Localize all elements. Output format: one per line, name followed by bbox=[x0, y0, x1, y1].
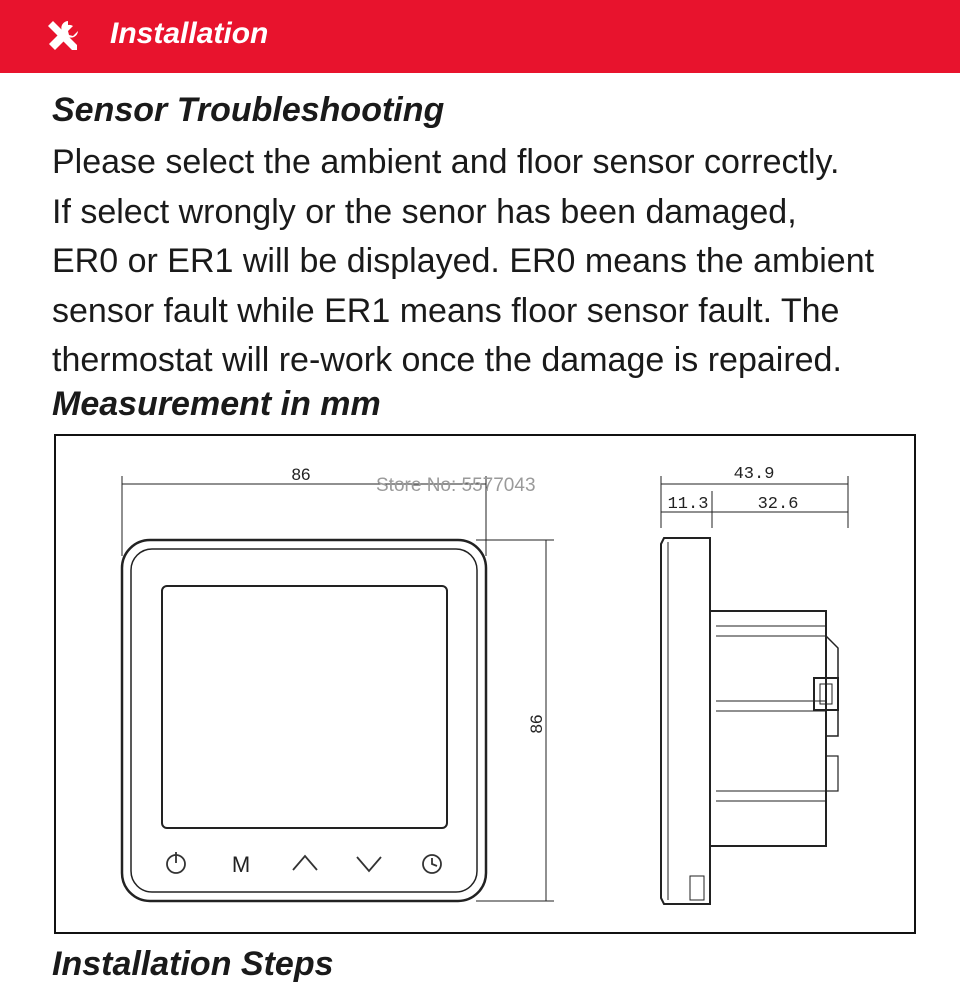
header-title: Installation bbox=[110, 17, 269, 50]
side-total-label: 43.9 bbox=[733, 465, 775, 484]
front-width-label: 86 bbox=[291, 465, 311, 484]
dimension-drawing bbox=[54, 434, 916, 934]
paragraph-line: sensor fault while ER1 means floor sensor fault. The bbox=[52, 291, 840, 330]
down-arrow-icon bbox=[357, 857, 381, 871]
front-height-label: 86 bbox=[527, 714, 546, 734]
tools-icon bbox=[44, 17, 82, 55]
measurement-heading: Measurement in mm bbox=[52, 385, 381, 423]
side-front-label: 11.3 bbox=[667, 495, 709, 514]
mode-button-m: M bbox=[231, 852, 251, 877]
sensor-heading: Sensor Troubleshooting bbox=[52, 91, 445, 129]
next-section-heading: Installation Steps bbox=[52, 945, 334, 983]
header-bar bbox=[0, 0, 960, 73]
paragraph-line: Please select the ambient and floor sensor correctly. bbox=[52, 143, 840, 181]
up-arrow-icon bbox=[293, 856, 317, 870]
paragraph-line: ER0 or ER1 will be displayed. ER0 means the ambient bbox=[52, 242, 875, 280]
side-back-label: 32.6 bbox=[757, 495, 799, 514]
drawing-canvas bbox=[56, 436, 916, 934]
store-watermark: Store No: 5577043 bbox=[376, 475, 536, 496]
paragraph-line: If select wrongly or the senor has been damaged, bbox=[52, 192, 797, 231]
paragraph-line: thermostat will re-work once the damage is repaired. bbox=[52, 341, 842, 379]
clock-icon bbox=[423, 855, 441, 873]
sensor-paragraph bbox=[52, 138, 952, 386]
front-view bbox=[122, 476, 554, 901]
side-view bbox=[661, 476, 848, 904]
power-icon bbox=[167, 852, 185, 873]
